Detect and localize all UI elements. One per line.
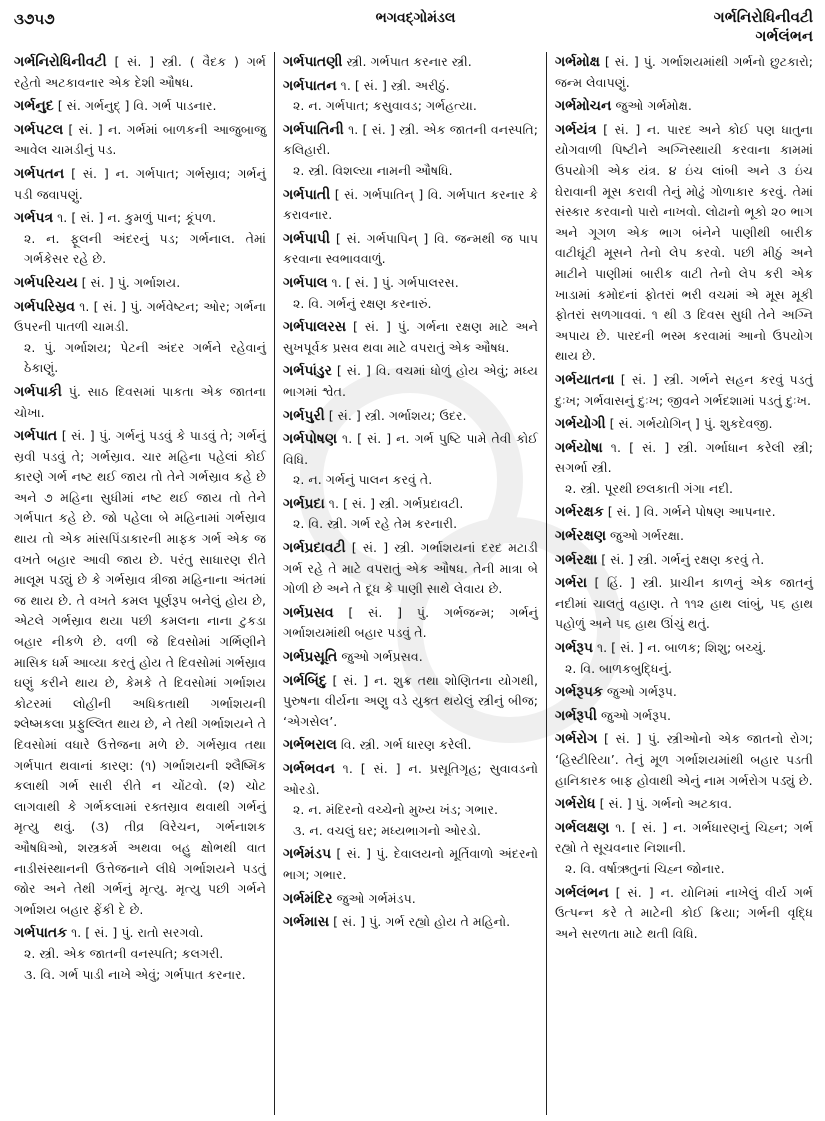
dictionary-entry — [555, 729, 813, 791]
definition: [ સં. ] પું. સ્ત્રીઓનો એક જાતનો રોગ; ‘હિસ્ટીરિયા’. તેનું મૂળ ગર્ભાશયમાંથી બહાર પડતી હાનિકારક બાફ હોવાથી એનું નામ ગર્ભરોગ પડ્યું છે. — [555, 731, 813, 788]
dictionary-entry — [14, 923, 266, 985]
headword: ગર્ભમંદિર — [283, 890, 333, 907]
headword: ગર્ભપતન — [14, 165, 65, 182]
dictionary-entry — [14, 96, 266, 117]
sense: ૨. ન. મંદિરનો વચ્ચેનો મુખ્ય ખંડ; ગભાર. — [293, 802, 499, 818]
dictionary-entry — [283, 735, 538, 756]
headword: ગર્ભમાસ — [283, 914, 330, 931]
dictionary-entry — [555, 794, 813, 815]
definition: ૧. [ સં. ] સ્ત્રી. ગર્ભપ્રદાવટી. — [328, 495, 464, 511]
definition: [ સં. ] સ્ત્રી. ( વૈદક ) ગર્ભ રહેતો અટકાવનાર એક દેશી ઔષધ. — [14, 54, 266, 90]
column-1 — [6, 52, 274, 1115]
headword: ગર્ભરક્ષક — [555, 504, 604, 521]
dictionary-entry — [14, 208, 266, 270]
definition: [ સં. ] પું. ગર્ભજન્મ; ગર્ભનું ગર્ભાશયમાંથી બહાર પડવું તે. — [283, 604, 538, 641]
headword: ગર્ભરૂપક — [555, 684, 603, 701]
definition: ૧. [ સં. ] ન. બાળક; શિશુ; બચ્ચું. — [596, 640, 767, 656]
definition: [ સં. ] સ્ત્રી. ગર્ભને સહન કરવું પડતું દુઃખ; ગર્ભવાસનું દુઃખ; જીવને ગર્ભદશામાં પડતું દુઃખ. — [555, 371, 813, 408]
headword: ગર્ભભવન — [283, 761, 335, 777]
headword: ગર્ભપ્રસૂતિ — [283, 649, 338, 666]
dictionary-entry — [555, 818, 813, 880]
headword: ગર્ભનિરોધિનીવટી — [14, 54, 107, 70]
dictionary-entry — [283, 185, 538, 226]
book-title: ભગવદ્ગોમંડલ — [375, 10, 456, 26]
dictionary-entry — [283, 671, 538, 733]
dictionary-entry — [14, 164, 266, 205]
dictionary-entry — [283, 912, 538, 933]
definition: [ સં. ] ન. ગર્ભપાત; ગર્ભસ્રાવ; ગર્ભનું પડી જવાપણું. — [14, 165, 266, 202]
definition: જુઓ ગર્ભરક્ષા. — [610, 528, 684, 544]
dictionary-entry — [14, 273, 266, 294]
dictionary-entry — [283, 647, 538, 668]
dictionary-entry — [555, 438, 813, 500]
headword: ગર્ભપત્ર — [14, 210, 54, 227]
guide-words — [714, 8, 813, 46]
headword: ગર્ભલંભન — [555, 884, 609, 901]
sense: ૨. સ્ત્રી. પૂરથી છલકાતી ગંગા નદી. — [565, 480, 734, 496]
definition: વિ. સ્ત્રી. ગર્ભ ધારણ કરેલી. — [340, 737, 472, 753]
dictionary-entry — [283, 538, 538, 600]
dictionary-entry — [283, 317, 538, 358]
headword: ગર્ભપાલરસ — [283, 319, 347, 336]
sense: ૨. વિ. વર્ષાઋતુનાં ચિહ્ન જોનાર. — [565, 860, 725, 876]
headword: ગર્ભપાતી — [283, 186, 331, 203]
headword: ગર્ભરોધ — [555, 796, 596, 813]
headword: ગર્ભનુદ — [14, 98, 54, 115]
headword: ગર્ભપ્રદા — [283, 495, 325, 512]
dictionary-entry — [555, 526, 813, 547]
dictionary-entry — [555, 883, 813, 945]
dictionary-entry — [283, 229, 538, 270]
headword: ગર્ભપાલ — [283, 274, 328, 291]
definition: [ સં. ] પું. ગર્ભનો અટકાવ. — [599, 796, 733, 812]
dictionary-entry — [14, 426, 266, 920]
definition: ૧. [ સં. ] પું. ગર્ભપાલરસ. — [331, 274, 459, 290]
definition: [ સં. ] પું. ગર્ભાશય. — [81, 274, 181, 290]
definition: ૧. [ સં. ] સ્ત્રી. ગર્ભાધાન કરેલી સ્ત્રી; સગર્ભા સ્ત્રી. — [555, 439, 813, 476]
headword: ગર્ભપાત — [14, 428, 58, 445]
page-number: ૩૭૫૭ — [14, 10, 55, 28]
headword: ગર્ભપરિસ્રવ — [14, 298, 75, 315]
definition: જુઓ ગર્ભરૂપ. — [606, 684, 677, 700]
definition: [ સં. ગર્ભનુદ્ ] વિ. ગર્ભ પાડનાર. — [57, 98, 217, 114]
definition: ૧. [ સં. ] સ્ત્રી. એક જાતની વનસ્પતિ; કલિહારી. — [283, 121, 538, 158]
dictionary-entry — [283, 52, 538, 73]
headword: ગર્ભભરાલ — [283, 737, 337, 754]
headword: ગર્ભયાતના — [555, 371, 615, 388]
dictionary-entry — [283, 889, 538, 910]
sense: ૨. ન. ગર્ભનું પાલન કરવું તે. — [293, 472, 433, 488]
headword: ગર્ભપ્રસવ — [283, 604, 334, 621]
definition: [ સં. ] પું. ગર્ભના રક્ષણ માટે અને સુખપૂર્વક પ્રસવ થવા માટે વપરાતું એક ઔષધ. — [283, 319, 538, 355]
definition: [ સં. ] વિ. ગર્ભને પોષણ આપનાર. — [607, 504, 776, 520]
guide-word-last: ગર્ભલંભન — [755, 27, 813, 45]
dictionary-entry — [14, 120, 266, 161]
definition: [ સં. ] ન. યોનિમાં નાખેલું વીર્ય ગર્ભ ઉત્પન્ન કરે તે માટેની કોઈ ક્રિયા; ગર્ભની વૃદ્ધિ અને સરળતા માટે થતી વિધિ. — [555, 884, 813, 941]
headword: ગર્ભમંડપ — [283, 846, 332, 863]
definition: પું. સાઠ દિવસમાં પાકતા એક જાતના ચોખા. — [14, 383, 266, 420]
dictionary-entry — [555, 706, 813, 727]
definition: ૧. [ સં. ] પું. ગર્ભવેષ્ટન; ઓર; ગર્ભના ઉપરની પાતળી ચામડી. — [14, 298, 267, 335]
headword: ગર્ભપોષણ — [283, 431, 338, 448]
dictionary-entry — [14, 382, 266, 423]
dictionary-entry — [283, 844, 538, 885]
definition: [ સં. ] પું. ગર્ભનું પડવું કે પાડવું તે; ગર્ભનું સ્રવી પડવું તે; ગર્ભસ્રાવ. ચાર મહિના પહેલાં કોઈ કારણે ગર્ભ નષ્ટ થઈ જાય તો તેને ગર્ભસ્રાવ કહે છે અને ૭ મહિના સુધીમાં નષ્ટ થઈ જાય તો તેને ગર્ભપાત કહે છે. જો પહેલા બે મહિનામાં ગર્ભસ્રાવ થાય તો એક માંસપિંડાકારની માફક ગર્ભ એક જ વખતે બહાર આવી જાય છે. પરંતુ સાધારણ રીતે માલૂમ પડ્યું છે કે ગર્ભસ્રાવ ત્રીજા મહિનાના અંતમાં જ થાય છે. તે વખતે કમલ પૂર્ણરૂપ બનેલું હોય છે, એટલે ગર્ભસ્રાવ થયા પછી કમલના નાના ટુકડા બહાર નીકળે છે. વળી જે દિવસોમાં ગર્ભિણીને માસિક ધર્મ આવ્યા કરતું હોય તે દિવસોમાં ગર્ભસ્રાવ ઘણું કરીને થાય છે, કેમકે તે દિવસોમાં ગર્ભાશય કોટરમાં લોહીની અધિકતાથી ગર્ભાશયની શ્લેષ્મકલા પ્રફુલ્લિત થાય છે, ને તેથી ગર્ભાશયને તે દિવસોમાં વધારે ઉત્તેજના મળે છે. ગર્ભસ્રાવ તથા ગર્ભપાત થવાનાં કારણ: (૧) ગર્ભાશયની શ્લૈષ્મિક કલાથી ગર્ભ સારી રીતે ન ચોંટવો. (૨) ચોટ લાગવાથી કે ગર્ભકલામાં રક્તસ્રાવ થવાથી ગર્ભનું મૃત્યુ થવું. (૩) તીવ્ર વિરેચન, ગર્ભનાશક ઔષધિઓ, શસ્ત્રકર્મ અથવા બહુ ક્ષોભથી વાત નાડીસંસ્થાનની ઉત્તેજનાને લીધે ગર્ભાશયને પડતું જોર અને તેથી ગર્ભનું મૃત્યુ. મૃત્યુ પછી ગર્ભને ગર્ભાશય બહાર ફેંકી દે છે. — [14, 428, 266, 917]
definition: [ સં. ] સ્ત્રી. ગર્ભાશય; ઉદર. — [328, 407, 467, 423]
definition: જુઓ ગર્ભરૂપ. — [600, 707, 672, 723]
definition: [ સં. ] સ્ત્રી. ગર્ભનું રક્ષણ કરવું તે. — [601, 551, 765, 567]
sense: ૩. ન. વચલું ઘર; મધ્યભાગનો ઓરડો. — [293, 822, 481, 838]
sense: ૩. વિ. ગર્ભ પાડી નાખે એવું; ગર્ભપાત કરનાર. — [24, 966, 246, 982]
definition: [ સં. ગર્ભપાપિન્ ] વિ. જન્મથી જ પાપ કરવાના સ્વભાવવાળું. — [283, 230, 538, 267]
definition: [ સં. ] પું. દેવાલયનો મૂર્તિવાળો અંદરનો ભાગ; ગભાર. — [283, 846, 538, 882]
headword: ગર્ભરૂપી — [555, 707, 597, 724]
definition: સ્ત્રી. ગર્ભપાત કરનાર સ્ત્રી. — [346, 54, 472, 69]
dictionary-entry — [283, 361, 538, 402]
dictionary-entry — [555, 52, 813, 93]
headword: ગર્ભરા — [555, 575, 588, 592]
headword: ગર્ભપટલ — [14, 121, 64, 138]
sense: ૨. ન. ગર્ભપાત; કસુવાવડ; ગર્ભહત્યા. — [293, 98, 477, 114]
dictionary-entry — [555, 682, 813, 703]
sense: ૨. સ્ત્રી. વિશલ્યા નામની ઔષધિ. — [293, 162, 453, 178]
dictionary-entry — [283, 273, 538, 314]
column-2 — [274, 52, 546, 1115]
headword: ગર્ભપાતણી — [283, 54, 343, 70]
definition: ૧. [ સં. ] ન. પ્રસૂતિગૃહ; સુવાવડનો ઓરડો. — [283, 761, 538, 797]
dictionary-entry — [283, 429, 538, 491]
dictionary-entry — [555, 120, 813, 367]
sense: ૨. ન. ફૂલની અંદરનું પડ; ગર્ભનાલ. તેમાં ગર્ભકેસર રહે છે. — [24, 230, 266, 267]
dictionary-entry — [283, 76, 538, 117]
definition: [ સં. ] સ્ત્રી. ગર્ભાશયનાં દરદ મટાડી ગર્ભ રહે તે માટે વપરાતું એક ઔષધ. તેની માત્રા બે ગોળી છે અને તે દૂધ કે પાણી સાથે લેવાય છે. — [283, 540, 538, 597]
definition: [ સં. ગર્ભયોગિન્ ] પું. શુકદેવજી. — [609, 416, 773, 432]
dictionary-entry — [283, 406, 538, 427]
definition: [ સં. ] ન. ગર્ભમાં બાળકની આજુબાજુ આવેલ ચામડીનું પડ. — [14, 121, 266, 158]
dictionary-entry — [14, 52, 266, 93]
dictionary-entry — [555, 414, 813, 435]
headword: ગર્ભબિંદુ — [283, 672, 327, 689]
dictionary-entry — [283, 603, 538, 644]
definition: [ સં. ] ન. પારદ અને કોઈ પણ ધાતુના યોગવાળી પિષ્ટીને અગ્નિસ્થાયી કરવાના કામમાં ઉપયોગી એક યંત્ર. ૪ ઇંચ લાંબી અને ૩ ઇંચ ઘેરાવાની મૂસ કરાવી તેનું મોઢું ગોળાકાર કરવું. તેમાં સંસ્કાર કરવાનો પારો નાખવો. લોઢાનો ભૂકો ૨૦ ભાગ અને ગૂગળ એક ભાગ બંનેને પાણીથી બારીક વાટીઘૂંટી મૂસને તેનો લેપ કરવો. પછી મીઠું અને માટીને પાણીમાં બારીક વાટી તેનો લેપ કરી એક ખાડામાં કમોદનાં ફોતરાં ભરી વચમાં એ મૂસ મૂકી ફોતરાં સળગાવવાં. ૧ થી ૩ દિવસ સુધી તેને અગ્નિ અપાય છે. પારદની ભસ્મ કરવામાં આનો ઉપયોગ થાય છે. — [555, 121, 814, 364]
dictionary-columns — [6, 52, 821, 1115]
sense: ૨. વિ. બાળકબુદ્ધિનું. — [565, 660, 672, 676]
headword: ગર્ભપ્રદાવટી — [283, 540, 346, 557]
dictionary-entry — [555, 550, 813, 571]
headword: ગર્ભપાતન — [283, 77, 337, 94]
headword: ગર્ભરક્ષા — [555, 551, 598, 568]
headword: ગર્ભપાંડુર — [283, 363, 332, 380]
dictionary-entry — [555, 573, 813, 635]
dictionary-entry — [283, 120, 538, 182]
headword: ગર્ભમોક્ષ — [555, 54, 600, 70]
headword: ગર્ભપાતિની — [283, 121, 344, 138]
dictionary-entry — [555, 502, 813, 523]
headword: ગર્ભપાતક — [14, 925, 68, 942]
sense: ૨. વિ. સ્ત્રી. ગર્ભ રહે તેમ કરનારી. — [293, 516, 458, 532]
dictionary-entry — [283, 759, 538, 841]
definition: જુઓ ગર્ભપ્રસવ. — [341, 649, 423, 665]
headword: ગર્ભયોષા — [555, 439, 603, 456]
headword: ગર્ભપુરી — [283, 407, 325, 424]
guide-word-first: ગર્ભનિરોધિનીવટી — [713, 8, 813, 26]
definition: ૧. [ સં. ] ન. ગર્ભ પુષ્ટિ પામે તેવી કોઈ વિધિ. — [283, 431, 538, 467]
dictionary-entry — [555, 370, 813, 411]
definition: ૧. [ સં. ] સ્ત્રી. અરીઠું. — [340, 77, 450, 93]
definition: [ સં. ] પું. ગર્ભ રહ્યો હોય તે મહિનો. — [333, 914, 511, 930]
column-3 — [546, 52, 821, 1115]
definition: ૧. [ સં. ] ન. ગર્ભધારણનું ચિહ્ન; ગર્ભ રહ્યો તે સૂચવનાર નિશાની. — [555, 819, 813, 856]
dictionary-entry — [14, 297, 266, 379]
sense: ૨. વિ. ગર્ભનું રક્ષણ કરનારું. — [293, 295, 432, 311]
headword: ગર્ભલક્ષણ — [555, 819, 610, 836]
definition: [ હિં. ] સ્ત્રી. પ્રાચીન કાળનું એક જાતનું નદીમાં ચાલતું વહાણ. તે ૧૧૨ હાથ લાંબું, ૫૬ હાથ પહોળું અને ૫૬ હાથ ઊંચું થતું. — [555, 575, 813, 632]
headword: ગર્ભરૂપ — [555, 640, 593, 657]
page-header — [14, 6, 817, 46]
sense: ૨. સ્ત્રી. એક જાતની વનસ્પતિ; કલગરી. — [24, 945, 224, 961]
headword: ગર્ભમોચન — [555, 98, 612, 115]
headword: ગર્ભરોગ — [555, 731, 598, 748]
definition: જુઓ ગર્ભમંડપ. — [336, 890, 416, 906]
definition: [ સં. ગર્ભપાતિન્ ] વિ. ગર્ભપાત કરનાર કે કરાવનાર. — [283, 186, 538, 223]
dictionary-entry — [555, 638, 813, 679]
sense: ૨. પું. ગર્ભાશય; પેટની અંદર ગર્ભને રહેવાનું ઠેકાણું. — [24, 339, 266, 376]
headword: ગર્ભપાકી — [14, 383, 62, 400]
definition: જુઓ ગર્ભમોક્ષ. — [615, 98, 692, 114]
definition: [ સં. ] ન. શુક્ર તથા શોણિતના યોગથી, પુરુષના વીર્યના અણુ વડે યુક્ત થયેલું સ્ત્રીનું બીજ; ‘એગસેલ’. — [283, 672, 538, 729]
headword: ગર્ભયંત્ર — [555, 121, 597, 138]
dictionary-entry — [283, 494, 538, 535]
headword: ગર્ભયોગી — [555, 416, 606, 433]
definition: [ સં. ] વિ. વચમાં ધોળું હોય એવું; મધ્ય ભાગમાં શ્વેત. — [283, 363, 538, 399]
dictionary-entry — [555, 96, 813, 117]
definition: ૧. [ સં. ] પું. રાતો સરગવો. — [71, 925, 204, 941]
definition: [ સં. ] પું. ગર્ભાશયમાંથી ગર્ભનો છુટકારો; જન્મ લેવાપણું. — [555, 54, 813, 90]
headword: ગર્ભરક્ષણ — [555, 528, 607, 545]
definition: ૧. [ સં. ] ન. કુમળું પાન; કૂંપળ. — [57, 210, 217, 226]
headword: ગર્ભપાપી — [283, 230, 331, 247]
headword: ગર્ભપરિચય — [14, 274, 78, 291]
